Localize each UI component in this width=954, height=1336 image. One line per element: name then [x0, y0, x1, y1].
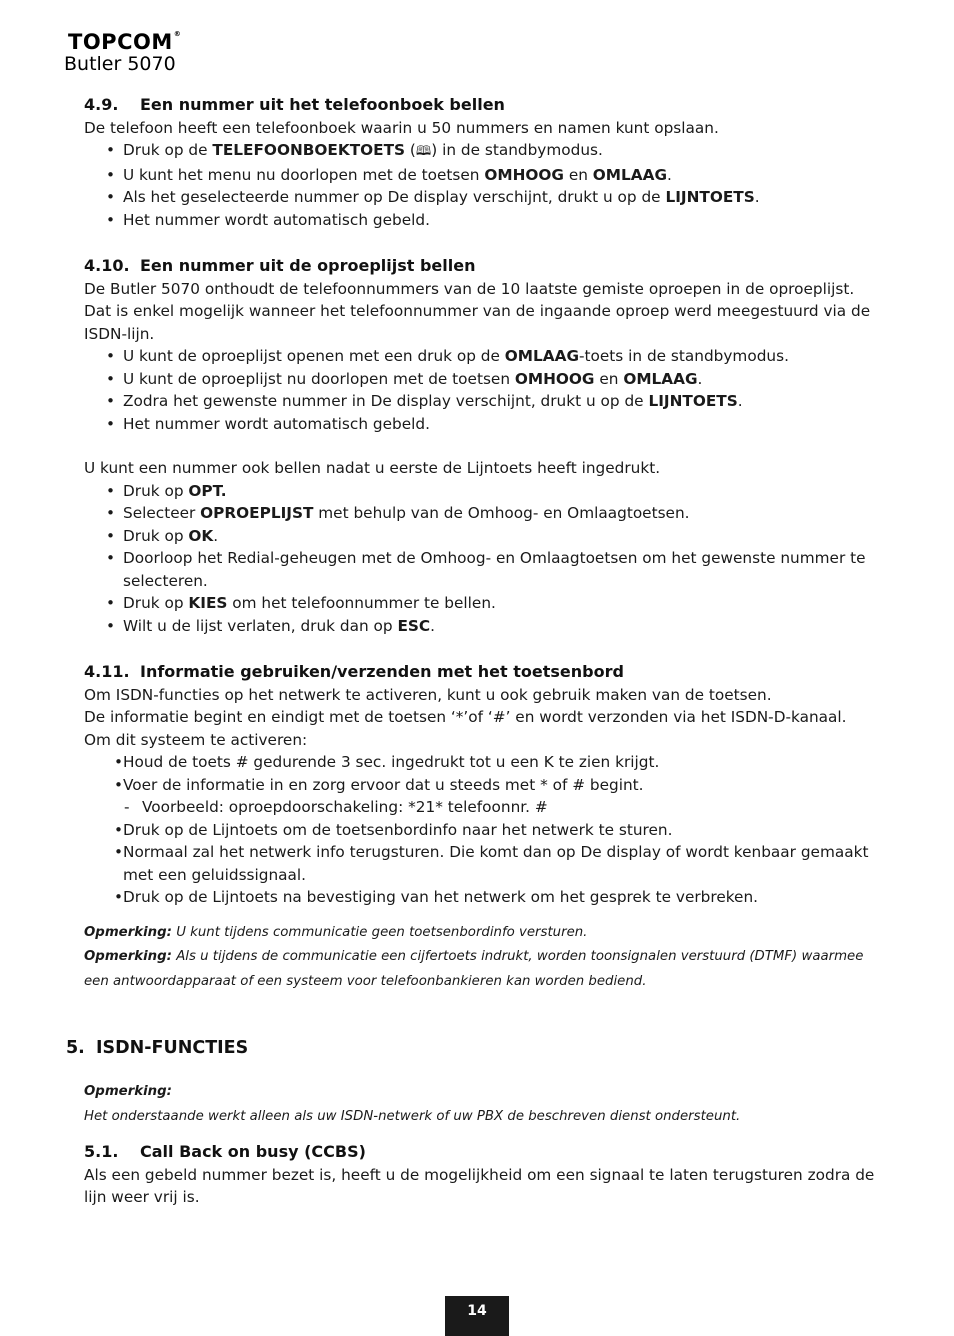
list-item: • Druk op de Lijntoets na bevestiging van het netwerk om het gesprek te verbreken. — [84, 886, 884, 909]
list-item: • Selecteer OPROEPLIJST met behulp van de Omhoog- en Omlaagtoetsen. — [84, 502, 884, 525]
section-4-10-heading: 4.10. Een nummer uit de oproeplijst bellen — [84, 256, 476, 275]
list-item: • Druk op de TELEFOONBOEKTOETS (🕮) in de standbymodus. — [84, 139, 884, 164]
list-item: • Druk op KIES om het telefoonnummer te bellen. — [84, 592, 884, 615]
section-4-10-intro2: U kunt een nummer ook bellen nadat u eerste de Lijntoets heeft ingedrukt. — [84, 459, 661, 477]
list-item: • Houd de toets # gedurende 3 sec. ingedrukt tot u een K te zien krijgt. — [84, 751, 884, 774]
section-5-1-text: Als een gebeld nummer bezet is, heeft u de mogelijkheid om een signaal te laten terugsturen zodra de lijn weer vrij is. — [84, 1165, 875, 1206]
section-4-10-list2 — [84, 480, 884, 638]
list-item: • U kunt de oproeplijst nu doorlopen met de toetsen OMHOOG en OMLAAG. — [84, 368, 884, 391]
list-item: • Het nummer wordt automatisch gebeld. — [84, 413, 884, 436]
list-item: • Druk op OK. — [84, 525, 884, 548]
model-name: Butler 5070 — [64, 53, 176, 75]
phonebook-icon: 🕮 — [415, 144, 432, 159]
list-item: • Het nummer wordt automatisch gebeld. — [84, 209, 884, 232]
chapter-5-heading: 5. ISDN-FUNCTIES — [66, 1038, 249, 1058]
list-item: • Druk op de Lijntoets om de toetsenbordinfo naar het netwerk te sturen. — [84, 819, 884, 842]
section-5-1-heading: 5.1. Call Back on busy (CCBS) — [84, 1142, 366, 1161]
section-4-9-list — [84, 139, 884, 231]
section-4-9-heading: 4.9. Een nummer uit het telefoonboek bellen — [84, 95, 505, 114]
section-4-11-p1: Om ISDN-functies op het netwerk te activeren, kunt u ook gebruik maken van de toetsen. — [84, 685, 772, 704]
list-item: • Wilt u de lijst verlaten, druk dan op ESC. — [84, 615, 884, 638]
list-subitem: - Voorbeeld: oproepdoorschakeling: *21* telefoonnr. # — [84, 796, 884, 819]
section-4-10-intro: De Butler 5070 onthoudt de telefoonnummers van de 10 laatste gemiste oproepen in de oproeplijst. Dat is enkel mogelijk wanneer het telefoonnummer van de ingaande oproep werd meegestuurd via de ISDN-lijn. — [84, 279, 871, 343]
chapter-5-note: Het onderstaande werkt alleen als uw ISDN-netwerk of uw PBX de beschreven dienst ondersteunt. — [84, 1108, 741, 1124]
list-item: • Voer de informatie in en zorg ervoor dat u steeds met * of # begint. — [84, 774, 884, 797]
chapter-5-note-label: Opmerking: — [84, 1084, 172, 1099]
list-item: • Als het geselecteerde nummer op De display verschijnt, drukt u op de LIJNTOETS. — [84, 186, 884, 209]
section-4-9-intro: De telefoon heeft een telefoonboek waarin u 50 nummers en namen kunt opslaan. — [84, 118, 719, 137]
section-4-10-list — [84, 345, 884, 435]
list-item: • Druk op OPT. — [84, 480, 884, 503]
topcom-logo: TOPCOM® — [68, 30, 182, 54]
page-content — [66, 94, 884, 1209]
section-4-11-p3: Om dit systeem te activeren: — [84, 730, 308, 749]
list-item: • U kunt het menu nu doorlopen met de toetsen OMHOOG en OMLAAG. — [84, 164, 884, 187]
section-4-11-list — [84, 751, 884, 909]
note-2: Opmerking: Als u tijdens de communicatie een cijfertoets indrukt, worden toonsignalen verstuurd (DTMF) waarmee een antwoordapparaat of een systeem voor telefoonbankieren kan worden bediend. — [84, 949, 864, 989]
list-item: • Zodra het gewenste nummer in De display verschijnt, drukt u op de LIJNTOETS. — [84, 390, 884, 413]
list-item: • Normaal zal het netwerk info terugsturen. Die komt dan op De display of wordt kenbaar gemaakt met een geluidssignaal. — [84, 841, 884, 886]
note-1: Opmerking: U kunt tijdens communicatie geen toetsenbordinfo versturen. — [84, 924, 588, 940]
section-4-11-heading: 4.11. Informatie gebruiken/verzenden met het toetsenbord — [84, 662, 624, 681]
list-item: • U kunt de oproeplijst openen met een druk op de OMLAAG-toets in de standbymodus. — [84, 345, 884, 368]
page-number: 14 — [445, 1296, 509, 1336]
section-4-11-p2: De informatie begint en eindigt met de toetsen ‘*’of ‘#’ en wordt verzonden via het ISDN-D-kanaal. — [84, 708, 847, 726]
list-item: • Doorloop het Redial-geheugen met de Omhoog- en Omlaagtoetsen om het gewenste nummer te selecteren. — [84, 547, 884, 592]
